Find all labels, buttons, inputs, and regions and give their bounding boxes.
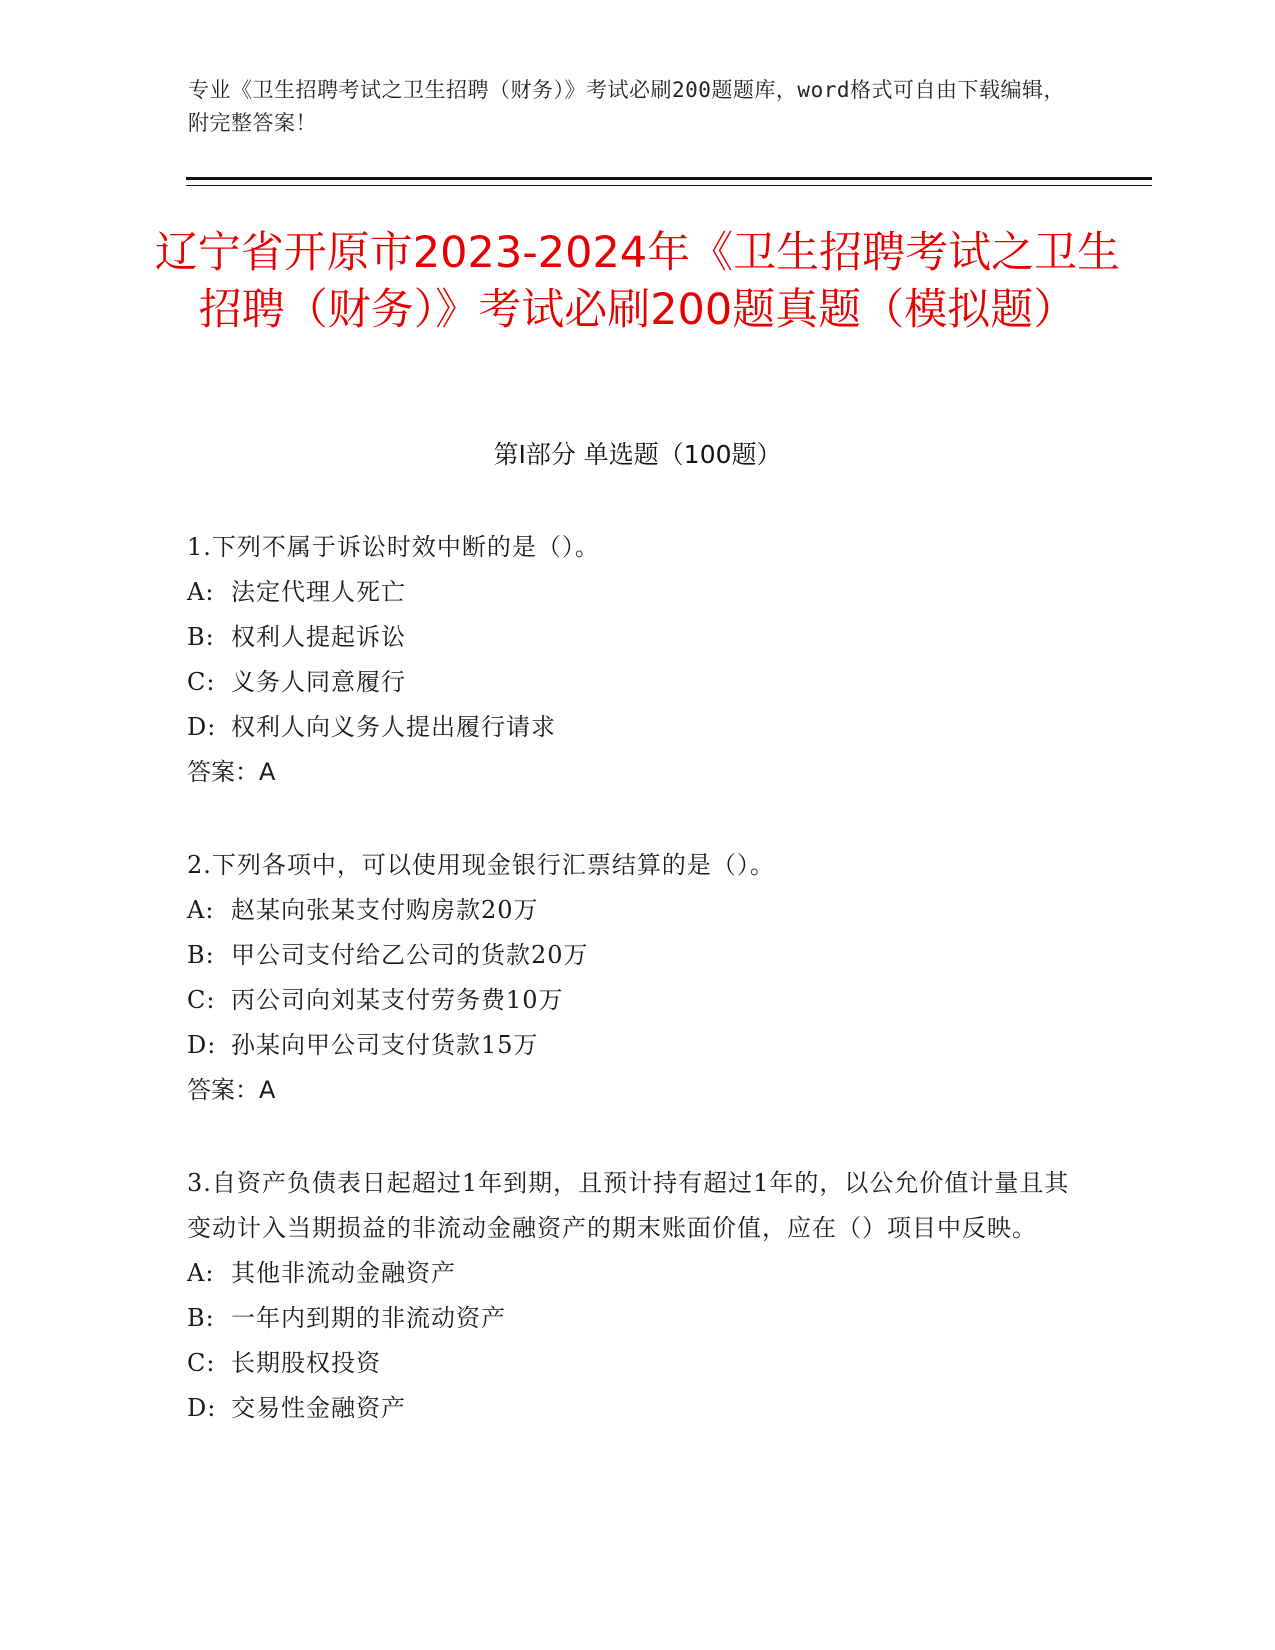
option-text: 法定代理人死亡 (231, 578, 406, 606)
header-rule-thick (186, 177, 1152, 180)
option-letter: A: (187, 1259, 215, 1287)
option-text: 交易性金融资产 (231, 1394, 406, 1422)
option-text: 义务人同意履行 (231, 668, 406, 696)
question-1 (187, 525, 1087, 795)
option-text: 长期股权投资 (231, 1349, 381, 1377)
option-c (187, 660, 1087, 705)
option-letter: C: (187, 1349, 216, 1377)
question-stem: 2.下列各项中，可以使用现金银行汇票结算的是（）。 (187, 851, 775, 879)
option-c (187, 1341, 1087, 1386)
option-letter: B: (187, 941, 215, 969)
option-letter: B: (187, 1304, 215, 1332)
question-3 (187, 1161, 1087, 1431)
option-letter: A: (187, 578, 215, 606)
option-letter: C: (187, 668, 216, 696)
answer-label: 答案：A (187, 1076, 276, 1104)
option-text: 甲公司支付给乙公司的货款20万 (231, 941, 589, 969)
header-rule-thin (186, 185, 1152, 186)
option-letter: C: (187, 986, 216, 1014)
option-c (187, 978, 1087, 1023)
option-text: 权利人提起诉讼 (231, 623, 406, 651)
answer-label: 答案：A (187, 758, 276, 786)
option-text: 一年内到期的非流动资产 (231, 1304, 506, 1332)
option-text: 孙某向甲公司支付货款15万 (231, 1031, 539, 1059)
question-stem: 1.下列不属于诉讼时效中断的是（）。 (187, 533, 600, 561)
question-stem: 3.自资产负债表日起超过1年到期，且预计持有超过1年的，以公允价值计量且其变动计入当期损益的非流动金融资产的期末账面价值，应在（）项目中反映。 (187, 1169, 1070, 1242)
option-a (187, 1251, 1087, 1296)
option-letter: B: (187, 623, 215, 651)
option-a (187, 888, 1087, 933)
option-d (187, 705, 1087, 750)
option-letter: A: (187, 896, 215, 924)
option-letter: D: (187, 1394, 217, 1422)
option-b (187, 1296, 1087, 1341)
option-text: 赵某向张某支付购房款20万 (231, 896, 539, 924)
option-letter: D: (187, 713, 217, 741)
option-a (187, 570, 1087, 615)
option-b (187, 615, 1087, 660)
option-text: 丙公司向刘某支付劳务费10万 (231, 986, 564, 1014)
section-heading: 第Ⅰ部分 单选题（100题） (493, 440, 782, 469)
option-text: 权利人向义务人提出履行请求 (231, 713, 556, 741)
option-d (187, 1023, 1087, 1068)
document-title: 辽宁省开原市2023-2024年《卫生招聘考试之卫生招聘（财务）》考试必刷200题真题（模拟题） (154, 228, 1121, 335)
option-b (187, 933, 1087, 978)
option-d (187, 1386, 1087, 1431)
option-letter: D: (187, 1031, 217, 1059)
header-note: 专业《卫生招聘考试之卫生招聘（财务）》考试必刷200题题库，word格式可自由下载编辑，附完整答案！ (188, 78, 1065, 135)
question-2 (187, 843, 1087, 1113)
option-text: 其他非流动金融资产 (231, 1259, 456, 1287)
